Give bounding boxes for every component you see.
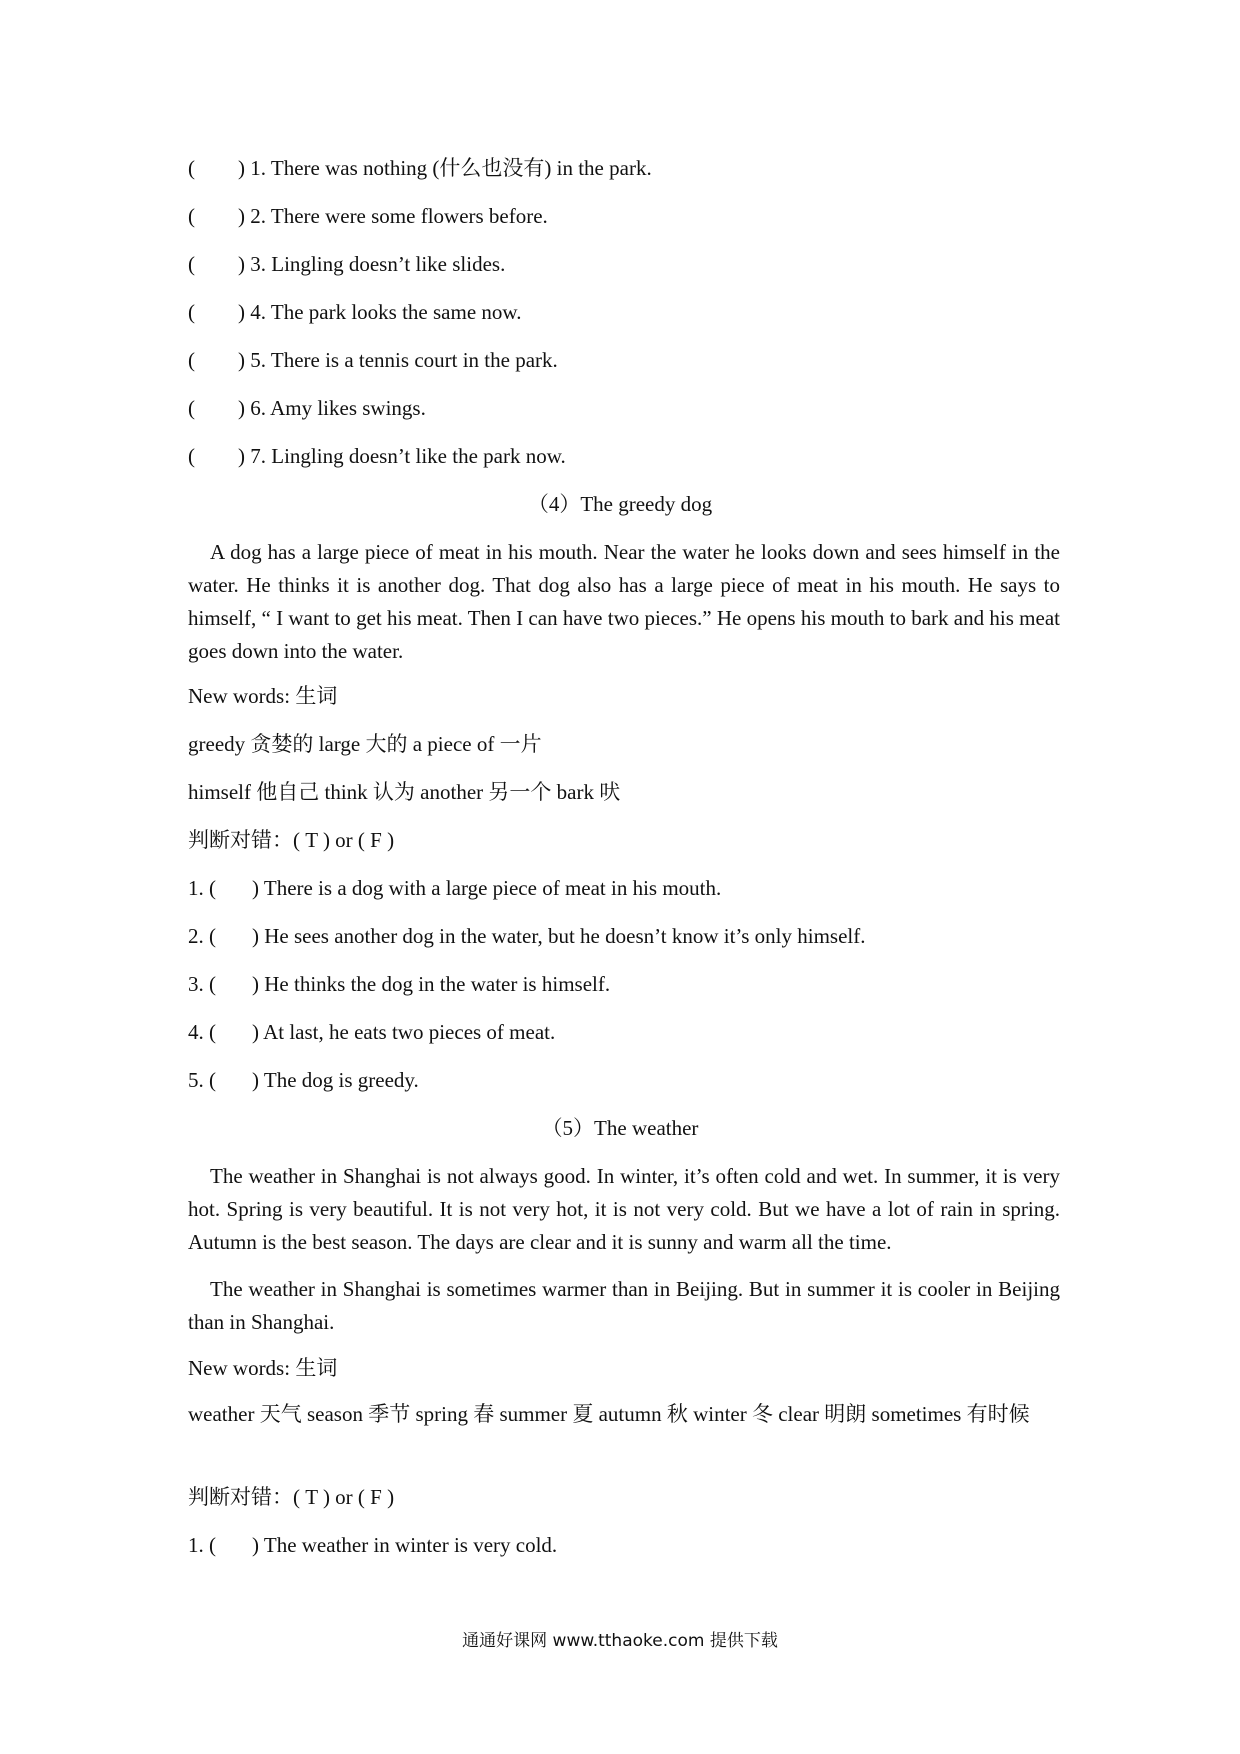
section-title: （5）The weather [541,1116,699,1140]
question-item: ( ) 3. Lingling doesn’t like slides. [188,252,506,276]
page-footer: 通通好课网 www.tthaoke.com 提供下载 [462,1631,778,1651]
vocab-line: weather 天气 season 季节 spring 春 summer 夏 autumn 秋 winter 冬 clear 明朗 sometimes 有时候 [188,1402,1030,1426]
question-item: ( ) 5. There is a tennis court in the park. [188,348,558,372]
question-item: 1. ( ) There is a dog with a large piece of meat in his mouth. [188,876,722,900]
question-item: 5. ( ) The dog is greedy. [188,1068,419,1092]
question-item: 4. ( ) At last, he eats two pieces of meat. [188,1020,556,1044]
question-item: ( ) 7. Lingling doesn’t like the park now. [188,444,566,468]
question-item: 1. ( ) The weather in winter is very cold. [188,1533,558,1557]
question-item: ( ) 6. Amy likes swings. [188,396,426,420]
section-title: （4）The greedy dog [527,492,713,516]
passage: The weather in Shanghai is not always good. In winter, it’s often cold and wet. In summer, it is very hot. Spring is very beautiful. It is not very hot, it is not very cold. But we have a lot of rain in spring. Autumn is the best season. The days are clear and it is sunny and warm all the time. [188,1164,1060,1254]
question-item: ( ) 4. The park looks the same now. [188,300,522,324]
question-item: 3. ( ) He thinks the dog in the water is himself. [188,972,611,996]
passage: The weather in Shanghai is sometimes warmer than in Beijing. But in summer it is cooler in Beijing than in Shanghai. [188,1277,1060,1334]
new-words-label: New words: 生词 [188,684,338,708]
vocab-line: himself 他自己 think 认为 another 另一个 bark 吠 [188,780,621,804]
question-item: ( ) 1. There was nothing (什么也没有) in the park. [188,156,652,180]
passage: A dog has a large piece of meat in his mouth. Near the water he looks down and sees himself in the water. He thinks it is another dog. That dog also has a large piece of meat in his mouth. He says to himself, “ I want to get his meat. Then I can have two pieces.” He opens his mouth to bark and his meat goes down into the water. [188,540,1060,663]
new-words-label: New words: 生词 [188,1356,338,1380]
judge-label: 判断对错：( T ) or ( F ) [188,828,395,852]
judge-label: 判断对错：( T ) or ( F ) [188,1485,395,1509]
question-item: ( ) 2. There were some flowers before. [188,204,548,228]
vocab-line: greedy 贪婪的 large 大的 a piece of 一片 [188,732,542,756]
question-item: 2. ( ) He sees another dog in the water, but he doesn’t know it’s only himself. [188,924,866,948]
